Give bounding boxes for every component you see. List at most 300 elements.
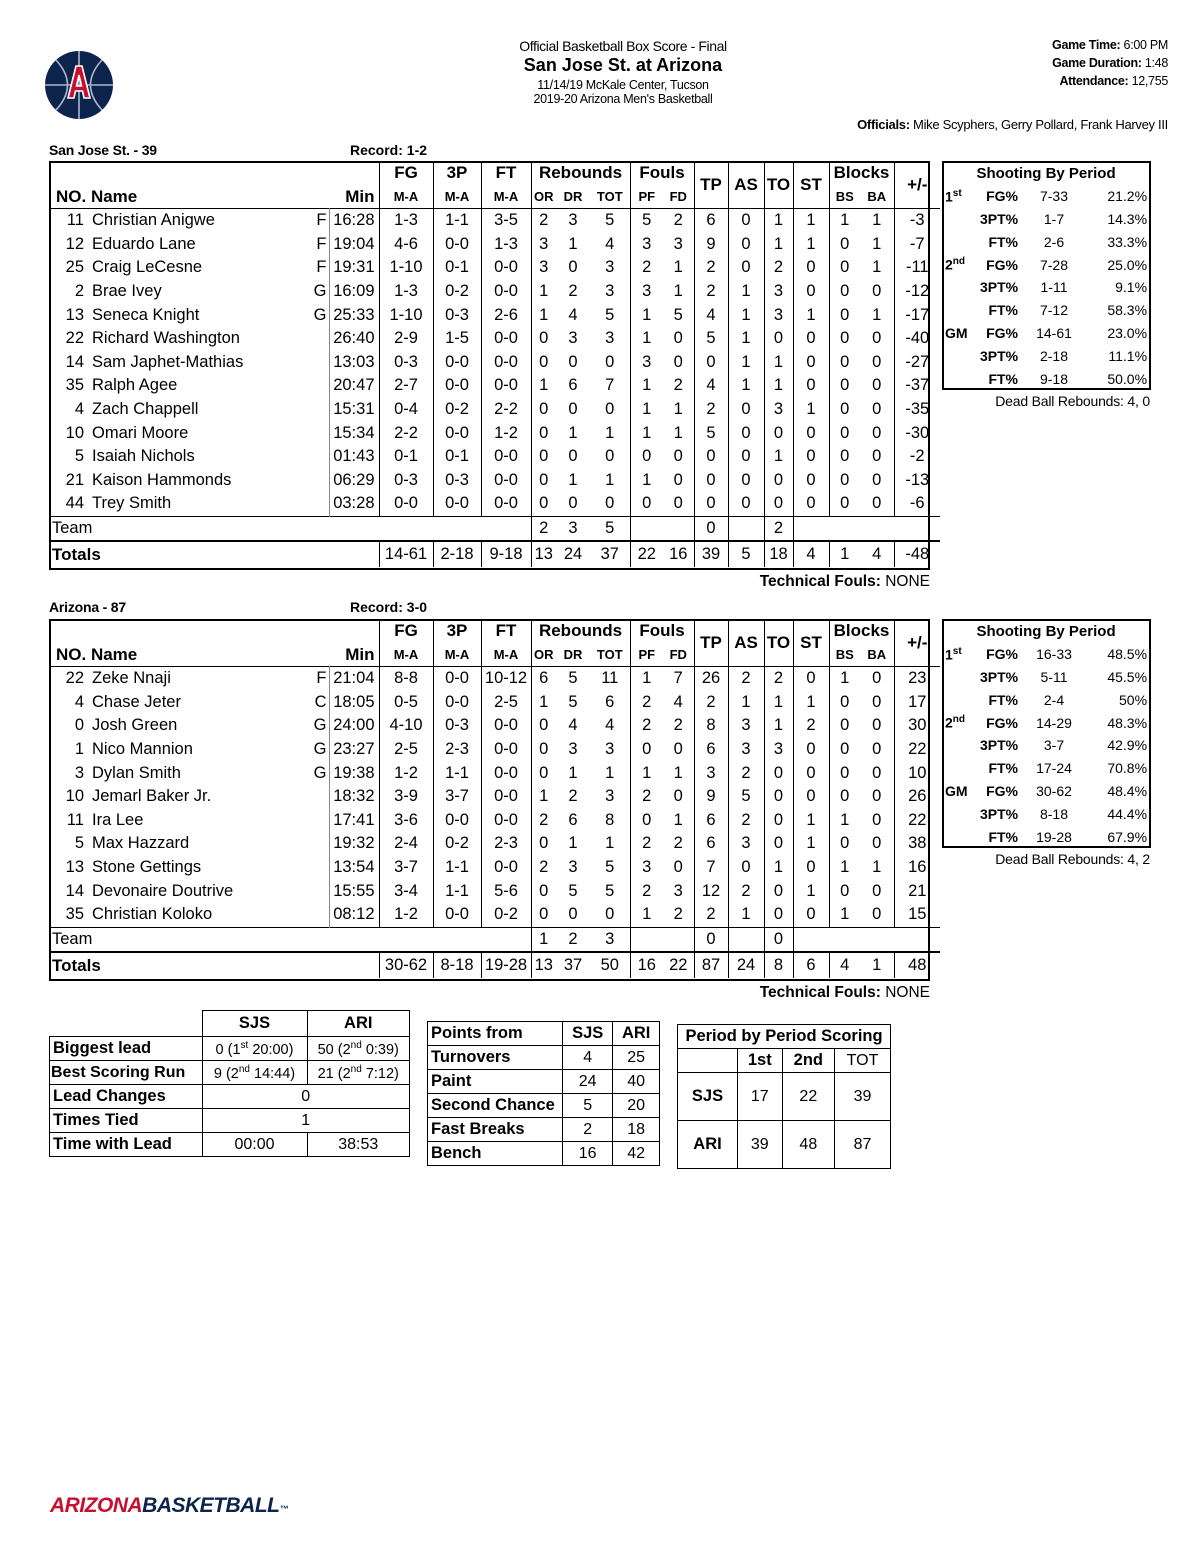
sbp-period (942, 734, 980, 757)
off-reb: 1 (531, 691, 556, 715)
tot-plus-minus: 48 (894, 952, 940, 978)
col-to: TO (764, 619, 793, 667)
ba: 0 (872, 810, 882, 829)
st: 0 (793, 256, 829, 280)
tot-3p: 2-18 (433, 541, 481, 567)
pf: 5 (630, 209, 663, 233)
st: 0 (793, 738, 829, 762)
lead-col-ari: ARI (307, 1011, 410, 1037)
pf: 0 (630, 445, 663, 469)
player-minutes: 18:05 (329, 691, 379, 715)
col-no-name: NO. Name (56, 644, 138, 664)
player-minutes: 21:04 (329, 667, 379, 691)
fg: 0-3 (379, 351, 433, 375)
pf: 1 (630, 327, 663, 351)
pf: 2 (630, 879, 663, 903)
fg: 0-0 (379, 492, 433, 516)
bs: 0 (829, 233, 860, 257)
bs: 0 (829, 421, 860, 445)
sbp-row (942, 276, 1150, 299)
col-dr: DR (563, 189, 583, 204)
ba: 0 (872, 329, 882, 348)
to: 0 (764, 469, 793, 493)
player-minutes: 18:32 (329, 785, 379, 809)
tot-reb: 4 (605, 716, 615, 735)
player-position: F (316, 669, 327, 688)
tp: 9 (694, 233, 728, 257)
pf: 0 (630, 492, 663, 516)
pf: 3 (630, 233, 663, 257)
ft: 0-0 (481, 714, 531, 738)
off-reb: 2 (531, 856, 556, 880)
as: 1 (728, 280, 764, 304)
sbp-row (942, 322, 1150, 345)
3p: 0-0 (433, 421, 481, 445)
sbp-period (942, 208, 980, 231)
def-reb: 1 (568, 423, 578, 442)
sbp-percent: 25.0% (1107, 256, 1148, 273)
arizona-logo (44, 50, 114, 120)
period-row-team: ARI (678, 1121, 738, 1169)
tp: 2 (694, 903, 728, 927)
3p: 0-0 (433, 691, 481, 715)
period-cell: 39 (738, 1121, 783, 1169)
col-bs: BS (829, 185, 860, 209)
tp: 2 (694, 280, 728, 304)
sbp-percent: 11.1% (1108, 347, 1148, 364)
player-position: F (316, 234, 327, 253)
team2-record: Record: 3-0 (350, 599, 428, 615)
arizona-basketball-wordmark (50, 1494, 288, 1518)
points-from-row (428, 1142, 660, 1166)
sbp-stat: FG% (986, 256, 1018, 273)
tp: 9 (694, 785, 728, 809)
to: 0 (764, 492, 793, 516)
player-row (49, 256, 940, 280)
lead-summary-table (49, 1010, 410, 1157)
col-as: AS (728, 619, 764, 667)
player-name: Chase Jeter (92, 692, 181, 711)
def-reb: 1 (568, 470, 578, 489)
officials: Mike Scyphers, Gerry Pollard, Frank Harvey III (913, 117, 1168, 132)
brand-tm: ™ (279, 1504, 288, 1514)
st: 0 (793, 667, 829, 691)
sbp-row (942, 780, 1150, 803)
team2-box-score (49, 619, 940, 978)
points-from-table (427, 1021, 660, 1166)
player-name: Craig LeCesne (92, 258, 203, 277)
player-minutes: 13:03 (329, 351, 379, 375)
sbp-period (942, 688, 980, 711)
player-row (49, 303, 940, 327)
player-position: F (316, 211, 327, 230)
player-number: 22 (65, 329, 84, 348)
player-position: G (313, 763, 327, 782)
player-number: 11 (66, 810, 84, 829)
st: 0 (793, 351, 829, 375)
points-from-ari: 20 (613, 1094, 660, 1118)
time-with-lead-sjs: 00:00 (202, 1133, 307, 1157)
tot-to: 18 (764, 541, 793, 567)
player-minutes: 03:28 (329, 492, 379, 516)
tot-fd: 16 (663, 541, 694, 567)
fd: 2 (673, 211, 683, 230)
pf: 1 (630, 667, 663, 691)
team-fouls-blank (630, 516, 694, 541)
st: 1 (793, 832, 829, 856)
ba: 0 (872, 716, 882, 735)
col-st: ST (793, 619, 829, 667)
col-blocks: Blocks (829, 161, 894, 185)
fd: 1 (673, 258, 683, 277)
team-rest-blank (793, 516, 940, 541)
fg: 0-1 (379, 445, 433, 469)
plus-minus: 10 (894, 761, 940, 785)
as: 1 (728, 374, 764, 398)
as: 0 (728, 233, 764, 257)
team-row (49, 516, 940, 541)
player-name: Devonaire Doutrive (92, 881, 234, 900)
fg: 0-5 (379, 691, 433, 715)
report-header (400, 38, 846, 106)
player-number: 14 (65, 881, 84, 900)
player-row (49, 691, 940, 715)
tp: 12 (694, 879, 728, 903)
col-fd: FD (669, 189, 687, 204)
fd: 1 (673, 423, 683, 442)
pf: 3 (630, 280, 663, 304)
matchup-title: San Jose St. at Arizona (523, 55, 723, 75)
pf: 3 (630, 351, 663, 375)
col-or: OR (531, 643, 556, 667)
to: 3 (764, 280, 793, 304)
tot-reb: 4 (605, 234, 615, 253)
player-position (308, 374, 329, 398)
player-name: Isaiah Nichols (92, 447, 195, 466)
player-name: Christian Koloko (92, 905, 213, 924)
col-dr: DR (563, 647, 583, 662)
ba: 0 (872, 692, 882, 711)
ba: 0 (872, 352, 882, 371)
fd: 5 (673, 305, 683, 324)
player-name: Brae Ivey (92, 282, 162, 301)
sbp-period: 1st (945, 645, 962, 663)
player-row (49, 209, 940, 233)
col-tot: TOT (596, 647, 623, 662)
def-reb: 2 (568, 282, 578, 301)
tot-ft: 9-18 (481, 541, 531, 567)
def-reb: 3 (568, 740, 578, 759)
st: 1 (793, 303, 829, 327)
tot-reb: 1 (605, 834, 615, 853)
pf: 3 (630, 856, 663, 880)
team1-technical-fouls (760, 573, 930, 591)
tp: 4 (694, 303, 728, 327)
sbp-made-attempted: 30-62 (1036, 782, 1072, 799)
player-number: 5 (74, 834, 84, 853)
player-position (308, 785, 329, 809)
points-from-header (428, 1022, 660, 1046)
sbp-percent: 42.9% (1107, 737, 1148, 754)
to: 1 (764, 351, 793, 375)
fd: 1 (673, 400, 683, 419)
player-position (308, 445, 329, 469)
period-col-tot: TOT (835, 1049, 891, 1073)
sbp-made-attempted: 9-18 (1039, 370, 1069, 387)
fg: 2-9 (379, 327, 433, 351)
player-minutes: 01:43 (329, 445, 379, 469)
sbp-row (942, 230, 1150, 253)
to: 0 (764, 903, 793, 927)
st: 0 (793, 785, 829, 809)
sbp-made-attempted: 19-28 (1036, 828, 1072, 845)
to: 0 (764, 327, 793, 351)
officials-line (857, 117, 1168, 132)
off-reb: 0 (531, 445, 556, 469)
player-minutes: 23:27 (329, 738, 379, 762)
def-reb: 0 (568, 494, 578, 513)
sbp-made-attempted: 2-6 (1043, 233, 1065, 250)
ft: 0-0 (481, 445, 531, 469)
bs: 0 (829, 398, 860, 422)
as: 0 (728, 421, 764, 445)
col-fd: FD (669, 647, 687, 662)
tp: 0 (694, 351, 728, 375)
pf: 1 (630, 761, 663, 785)
fd: 4 (673, 692, 683, 711)
tp: 8 (694, 714, 728, 738)
sbp-percent: 48.3% (1107, 714, 1148, 731)
sbp-period (942, 299, 980, 322)
sbp-made-attempted: 7-12 (1039, 302, 1069, 319)
points-from-ari: 25 (613, 1046, 660, 1070)
tot-ba: 4 (860, 541, 894, 567)
totals-row (49, 541, 940, 567)
def-reb: 3 (568, 858, 578, 877)
sbp-period (942, 344, 980, 367)
tp: 0 (694, 445, 728, 469)
player-minutes: 15:34 (329, 421, 379, 445)
plus-minus: -30 (894, 421, 940, 445)
ft: 0-0 (481, 256, 531, 280)
3p: 1-5 (433, 327, 481, 351)
plus-minus: -7 (894, 233, 940, 257)
bs: 0 (829, 785, 860, 809)
sbp-made-attempted: 17-24 (1036, 760, 1072, 777)
col-min: Min (345, 644, 375, 664)
sbp-made-attempted: 5-11 (1040, 668, 1068, 685)
bs: 1 (829, 809, 860, 833)
fg: 1-3 (379, 209, 433, 233)
tot-reb: 5 (605, 211, 615, 230)
def-reb: 4 (568, 716, 578, 735)
bs: 1 (829, 209, 860, 233)
ft: 2-3 (481, 832, 531, 856)
player-position (308, 879, 329, 903)
pf: 2 (630, 691, 663, 715)
off-reb: 0 (531, 327, 556, 351)
plus-minus: 17 (894, 691, 940, 715)
team-label: Team (49, 927, 531, 952)
st: 1 (793, 809, 829, 833)
bs: 0 (829, 469, 860, 493)
team-def-reb: 3 (556, 516, 590, 541)
plus-minus: -6 (894, 492, 940, 516)
ft: 0-0 (481, 374, 531, 398)
points-from-ari: 18 (613, 1118, 660, 1142)
fd: 0 (673, 470, 683, 489)
team1-shooting-by-period (942, 162, 1150, 390)
sbp-stat: FT% (988, 828, 1018, 845)
player-position: C (314, 692, 327, 711)
plus-minus: -17 (894, 303, 940, 327)
points-from-row (428, 1046, 660, 1070)
to: 1 (764, 691, 793, 715)
to: 1 (764, 233, 793, 257)
as: 2 (728, 809, 764, 833)
sbp-made-attempted: 3-7 (1043, 737, 1065, 754)
bs: 0 (829, 714, 860, 738)
tp: 5 (694, 327, 728, 351)
player-position: G (313, 282, 327, 301)
tot-fd: 22 (663, 952, 694, 978)
player-number: 14 (65, 352, 84, 371)
bs: 0 (829, 879, 860, 903)
attendance: 12,755 (1131, 74, 1168, 88)
ba: 0 (872, 881, 882, 900)
player-name: Ira Lee (92, 810, 144, 829)
player-number: 25 (65, 258, 84, 277)
player-row (49, 879, 940, 903)
header-spacer (49, 161, 379, 185)
player-row (49, 856, 940, 880)
player-row (49, 903, 940, 927)
team2-shooting-by-period (942, 620, 1150, 848)
player-number: 12 (65, 234, 84, 253)
to: 2 (764, 256, 793, 280)
scoring-run-ari: 21 (2nd 7:12) (307, 1061, 410, 1085)
as: 2 (728, 761, 764, 785)
st: 0 (793, 856, 829, 880)
points-from-sjs: 24 (563, 1070, 613, 1094)
bs: 0 (829, 351, 860, 375)
points-from-title: Points from (428, 1022, 563, 1046)
fd: 3 (673, 234, 683, 253)
player-position (308, 398, 329, 422)
sbp-period (942, 230, 980, 253)
tot-ft: 19-28 (481, 952, 531, 978)
tot-reb: 0 (605, 905, 615, 924)
points-from-row (428, 1094, 660, 1118)
player-position: F (316, 258, 327, 277)
player-minutes: 19:04 (329, 233, 379, 257)
tot-st: 4 (793, 541, 829, 567)
fd: 0 (673, 329, 683, 348)
off-reb: 0 (531, 832, 556, 856)
tech-label: Technical Fouls: (759, 984, 881, 1001)
sbp-row (942, 688, 1150, 711)
sbp-period-label: 1 (945, 188, 953, 205)
tot-plus-minus: -48 (894, 541, 940, 567)
3p: 0-2 (433, 280, 481, 304)
sbp-period (942, 666, 980, 689)
tot-tp: 39 (694, 541, 728, 567)
def-reb: 0 (568, 400, 578, 419)
sbp-row (942, 299, 1150, 322)
player-row (49, 421, 940, 445)
col-ma: M-A (481, 185, 531, 209)
tot-reb: 0 (605, 400, 615, 419)
tot-dr: 37 (556, 952, 590, 978)
tp: 0 (694, 492, 728, 516)
to: 3 (764, 398, 793, 422)
tot-reb: 1 (605, 763, 615, 782)
ft: 0-2 (481, 903, 531, 927)
ba: 0 (872, 740, 882, 759)
st: 1 (793, 879, 829, 903)
tot-reb: 0 (605, 447, 615, 466)
sbp-percent: 21.2% (1107, 188, 1148, 205)
col-pf: PF (630, 185, 663, 209)
tot-pf: 16 (630, 952, 663, 978)
bs: 0 (829, 303, 860, 327)
3p: 0-3 (433, 303, 481, 327)
sbp-row (942, 734, 1150, 757)
tot-ba: 1 (860, 952, 894, 978)
sbp-row (942, 666, 1150, 689)
ft: 0-0 (481, 327, 531, 351)
3p: 0-0 (433, 233, 481, 257)
fd: 3 (673, 881, 683, 900)
player-minutes: 19:38 (329, 761, 379, 785)
pf: 1 (630, 421, 663, 445)
points-from-row (428, 1070, 660, 1094)
sbp-stat: 3PT% (980, 347, 1019, 364)
def-reb: 0 (568, 905, 578, 924)
player-name: Dylan Smith (92, 763, 181, 782)
player-minutes: 19:32 (329, 832, 379, 856)
sbp-made-attempted: 7-28 (1039, 256, 1069, 273)
bs: 0 (829, 374, 860, 398)
player-number: 35 (65, 376, 84, 395)
player-position (308, 421, 329, 445)
as: 2 (728, 667, 764, 691)
sbp-period (942, 802, 980, 825)
plus-minus: 21 (894, 879, 940, 903)
def-reb: 5 (568, 669, 578, 688)
off-reb: 0 (531, 761, 556, 785)
sbp-made-attempted: 14-61 (1036, 324, 1072, 341)
fg: 3-6 (379, 809, 433, 833)
tot-fg: 14-61 (379, 541, 433, 567)
period-col-2nd: 2nd (782, 1049, 834, 1073)
3p: 0-1 (433, 256, 481, 280)
tp: 26 (694, 667, 728, 691)
to: 1 (764, 209, 793, 233)
totals-label: Totals (49, 541, 379, 567)
sbp-period (942, 757, 980, 780)
def-reb: 6 (568, 376, 578, 395)
game-duration: 1:48 (1144, 56, 1168, 70)
sbp-percent: 9.1% (1115, 279, 1148, 296)
3p: 1-1 (433, 856, 481, 880)
ba: 0 (872, 787, 882, 806)
3p: 0-0 (433, 351, 481, 375)
player-position (308, 492, 329, 516)
to: 2 (764, 667, 793, 691)
tot-or: 13 (531, 541, 556, 567)
ba: 1 (872, 234, 882, 253)
